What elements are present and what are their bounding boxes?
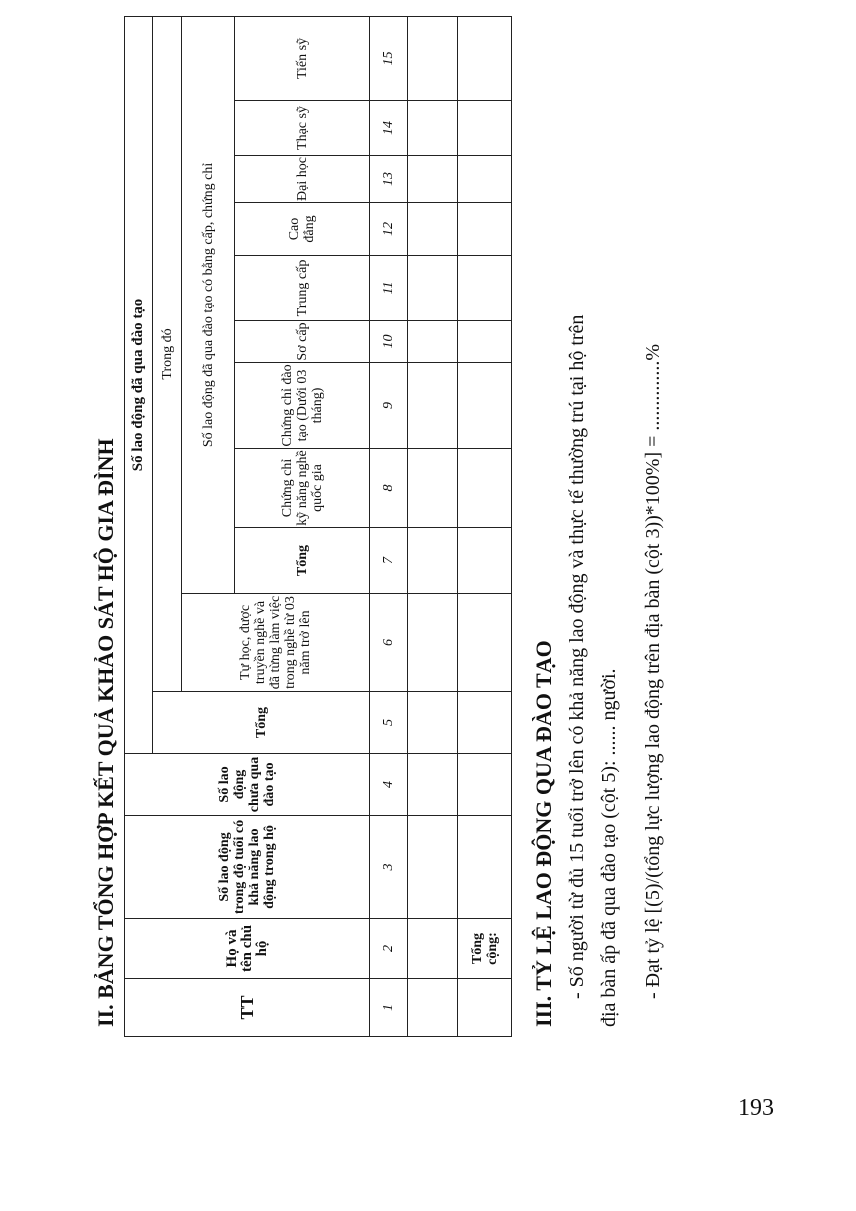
- column-number-row: [370, 16, 408, 1036]
- header-trong-do: Trong đó: [153, 16, 182, 691]
- tong-cong-label: Tổng cộng:: [458, 919, 512, 979]
- col-number: 10: [370, 321, 408, 363]
- col-number: 3: [370, 816, 408, 919]
- header-chung-chi-dao-tao: Chứng chỉ đào tạo (Dưới 03 tháng): [235, 363, 370, 449]
- header-so-cap: Sơ cấp: [235, 321, 370, 363]
- col-number: 9: [370, 363, 408, 449]
- col-number: 7: [370, 528, 408, 594]
- paragraph-1-line-1: - Số người từ đủ 15 tuổi trở lên có khả năng lao động và thực tế thường trú tại hộ trên: [566, 314, 588, 999]
- header-co-bang-cap: Số lao động đã qua đào tạo có bằng cấp, chứng chỉ: [182, 16, 235, 593]
- page-number: 193: [738, 1095, 774, 1121]
- total-row: [458, 16, 512, 1036]
- header-chung-chi-ky-nang: Chứng chỉ kỹ năng nghề quốc gia: [235, 449, 370, 528]
- header-so-ld-trong-do-tuoi: Số lao động trong độ tuổi có khả năng lao động trong hộ: [125, 816, 370, 919]
- header-tong-2: Tổng: [235, 528, 370, 594]
- header-tt: TT: [125, 979, 370, 1037]
- section-2-title: II. BẢNG TỔNG HỢP KẾT QUẢ KHẢO SÁT HỘ GIA ĐÌNH: [93, 438, 118, 1027]
- col-number: 13: [370, 156, 408, 203]
- col-number: 6: [370, 594, 408, 692]
- section-3-title: III. TỶ LỆ LAO ĐỘNG QUA ĐÀO TẠO: [531, 640, 556, 1027]
- rotated-page-content: [86, 37, 664, 1072]
- col-number: 2: [370, 919, 408, 979]
- header-tong: Tổng: [153, 692, 370, 754]
- col-number: 14: [370, 101, 408, 156]
- header-so-ld-da-qua-dt: Số lao động đã qua đào tạo: [125, 16, 153, 753]
- header-thac-sy: Thạc sỹ: [235, 101, 370, 156]
- col-number: 1: [370, 979, 408, 1037]
- col-number: 12: [370, 203, 408, 256]
- header-tu-hoc: Tự học, được truyền nghề và đã từng làm việc trong nghề từ 03 năm trở lên: [182, 594, 370, 692]
- paragraph-2: - Đạt tỷ lệ [(5)/(tổng lực lượng lao động trên địa bàn (cột 3))*100%] = ..............%: [642, 343, 664, 999]
- header-tien-sy: Tiến sỹ: [235, 16, 370, 100]
- header-trung-cap: Trung cấp: [235, 256, 370, 321]
- empty-data-row: [408, 16, 458, 1036]
- header-cao-dang: Cao đẳng: [235, 203, 370, 256]
- paragraph-1-line-2: địa bàn ấp đã qua đào tạo (cột 5): ...... người.: [598, 668, 620, 1027]
- header-ho-ten: Họ và tên chủ hộ: [125, 919, 370, 979]
- col-number: 15: [370, 16, 408, 100]
- header-dai-hoc: Đại học: [235, 156, 370, 203]
- col-number: 8: [370, 449, 408, 528]
- header-row-1: [125, 16, 153, 1036]
- header-so-ld-chua-qua-dt: Số lao động chưa qua đào tạo: [125, 754, 370, 816]
- col-number: 5: [370, 692, 408, 754]
- col-number: 4: [370, 754, 408, 816]
- household-survey-table: [124, 16, 512, 1037]
- col-number: 11: [370, 256, 408, 321]
